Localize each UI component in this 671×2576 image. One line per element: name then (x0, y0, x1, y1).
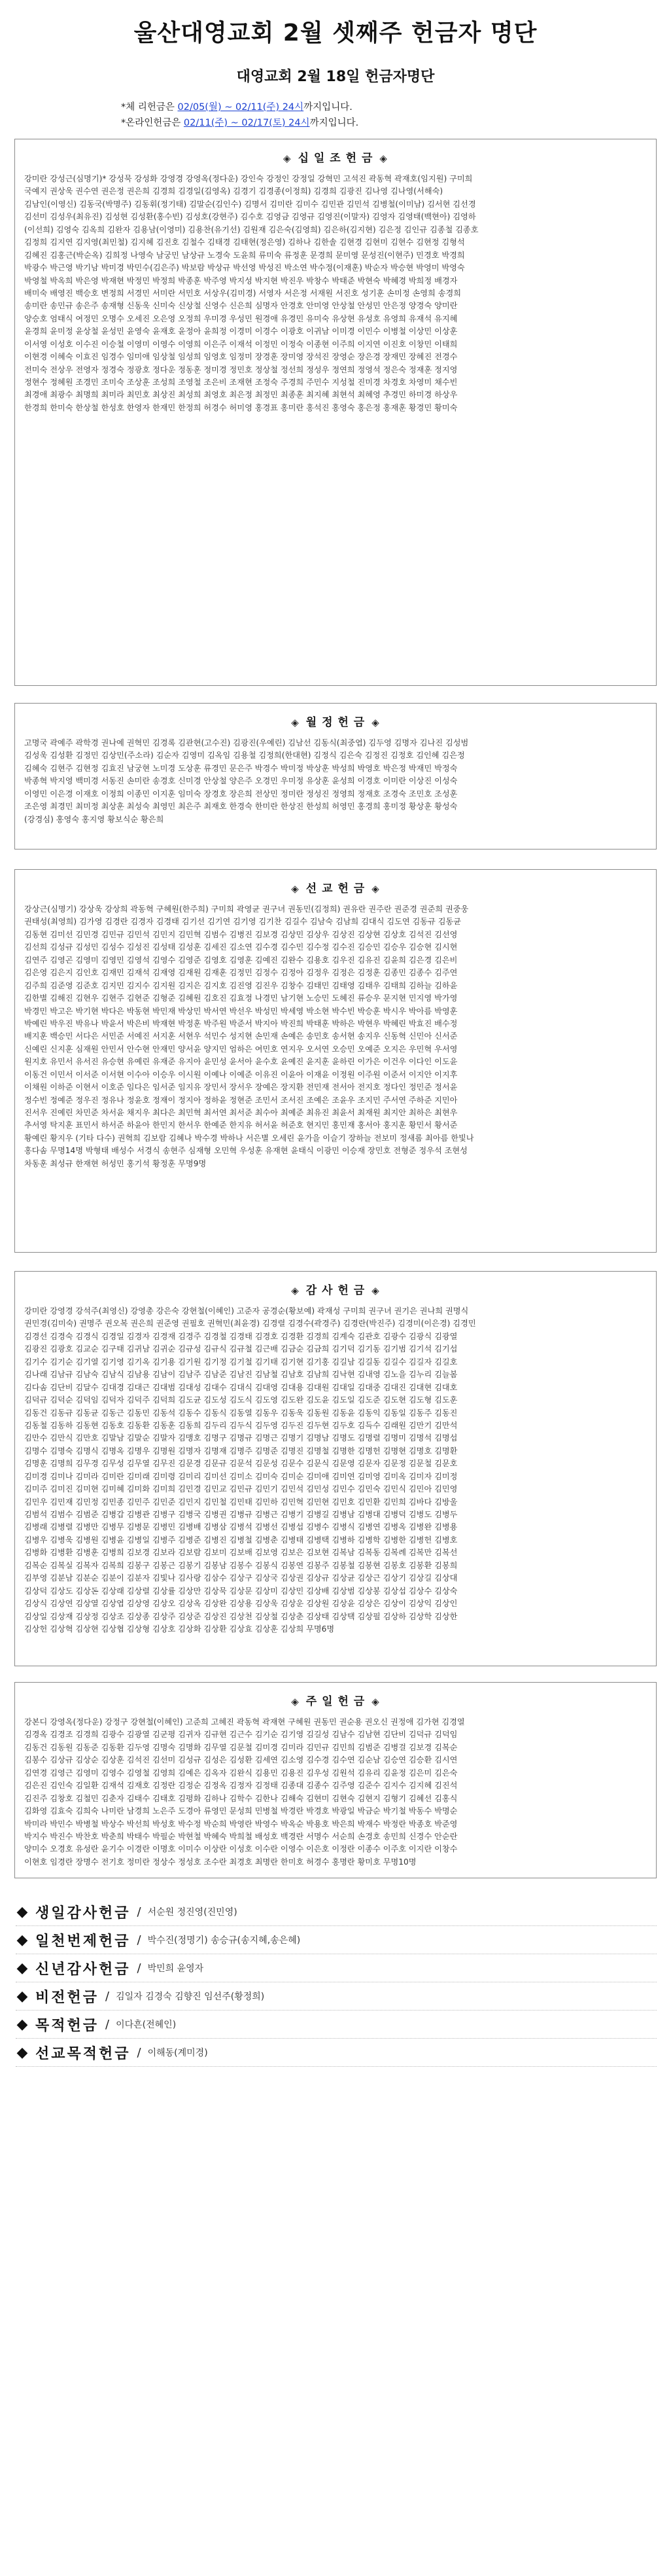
name-line: 고명국 곽예주 곽학경 권나예 권혁민 김경록 김관현(고수진) 김광진(우예린) 김남선 김동식(최중엽) 김두영 김명자 김나진 김성범 (24, 738, 469, 747)
name-list (15, 737, 656, 831)
diamond-bullet-icon: ◆ (16, 1903, 28, 1920)
diamond-icon: ◈ (291, 1696, 300, 1708)
name-line: 강본디 강영옥(정다운) 강정구 강현철(이혜인) 고준희 고혜진 곽동혁 곽재현 구혜원 권동민 권순용 권오신 권정애 김가현 김경열 (24, 1717, 465, 1726)
name-line: 강미란 강영경 강석주(최영신) 강영총 강은숙 강현철(이혜인) 고준자 공경순(황보예) 곽재성 구미희 권구녀 권기은 권나희 권명식 (24, 1306, 469, 1315)
diamond-icon: ◈ (371, 1696, 380, 1708)
name-line: 김동현 김미선 김민경 김민규 김민석 김민지 김민혁 김범수 김병진 김보경 김상민 김상우 김상진 김상현 김상호 김석진 김선영 (24, 929, 458, 939)
name-line: 이채원 이하준 이현서 이호준 임다은 임서준 임지유 장민서 장서우 장예은 장지환 전민재 전서아 전지호 정다인 정민준 정서윤 (24, 1082, 458, 1092)
name-line: 김병화 김병환 김병훈 김병희 김보경 김보라 김보람 김보미 김보배 김보영 김보은 김보현 김복남 김복동 김복례 김복만 김복선 (24, 1548, 458, 1558)
name-line: (이선희) 김영숙 김옥희 김완자 김용남(이영미) 김용찬(유기선) 김원재 김은숙(김영희) 김은하(김지현) 김은정 김인규 김종철 김종호 (24, 224, 479, 234)
diamond-icon: ◈ (371, 883, 380, 895)
name-line: 김봉수 김상규 김상순 김상훈 김석진 김선미 김성규 김성은 김성환 김세연 김소영 김수경 김수연 김순남 김승연 김승환 김시연 (24, 1755, 458, 1765)
name-line: 강상근(심명기) 강상욱 강상희 곽동혁 구혜원(한주희) 구미희 곽영균 권구녀 권동민(김정희) 권유란 권주란 권준경 권준희 권중웅 (24, 904, 469, 914)
name-line: 박예린 박우진 박유나 박윤서 박은비 박재현 박정훈 박주원 박준서 박지아 박진희 박태훈 박하은 박현우 박혜린 박효진 배수정 (24, 1018, 458, 1028)
name-line: 김미경 김미나 김미라 김미란 김미래 김미령 김미리 김미선 김미소 김미숙 김미순 김미애 김미연 김미영 김미옥 김미자 김미정 (24, 1471, 458, 1481)
name-line: 차동훈 최성규 한재현 허성민 홍기석 황정훈 무명9명 (24, 1158, 207, 1168)
section-tithe (14, 139, 657, 686)
name-line: 김상덕 김상도 김상돈 김상래 김상렬 김상률 김상만 김상묵 김상문 김상미 김상민 김상배 김상범 김상봉 김상섭 김상수 김상숙 (24, 1586, 458, 1596)
name-line: 최경애 최광수 최명희 최미라 최민호 최상진 최성희 최영호 최은정 최정민 최종훈 최지혜 최현석 최혜영 추경민 하미경 하상우 (24, 390, 458, 400)
section-mission (14, 869, 657, 1253)
name-line: 국예지 권상욱 권수연 권은정 권은희 김경희 김경일(김영옥) 김경기 김경종(이정희) 김경희 김광진 김나영 김나영(서해숙) (24, 187, 443, 196)
name-line: 박미라 박민수 박병철 박상수 박선희 박성호 박수정 박순희 박영란 박영수 박옥순 박용호 박은희 박재수 박정란 박종호 박준영 (24, 1819, 458, 1829)
name-line: 정수빈 정예준 정우진 정유나 정윤호 정재이 정지아 정하윤 정현준 조민서 조서진 조예은 조윤우 조지민 주서연 주하준 지민아 (24, 1095, 458, 1105)
name-line: (강경심) 홍영숙 홍지영 황보식순 황은희 (24, 814, 164, 824)
section-title: ◈ 주 일 헌 금 ◈ (291, 1695, 380, 1708)
name-line: 김덕규 김덕순 김덕임 김덕자 김덕주 김덕희 김도균 김도성 김도식 김도영 김도완 김도윤 김도일 김도준 김도현 김도형 김도훈 (24, 1395, 458, 1405)
date-range-link[interactable]: 02/11(주) ~ 02/17(토) 24시 (183, 118, 310, 128)
name-line: 김연주 김영곤 김영미 김영민 김영석 김영수 김영준 김영호 김영훈 김예진 김완수 김용호 김우진 김유진 김윤희 김은경 김은비 (24, 955, 458, 965)
name-line: 김상일 김상재 김상정 김상조 김상종 김상주 김상준 김상진 김상천 김상철 김상춘 김상태 김상택 김상필 김상하 김상학 김상한 (24, 1611, 458, 1621)
section-title: ◈ 선 교 헌 금 ◈ (291, 882, 380, 895)
diamond-icon: ◈ (379, 152, 388, 164)
name-line: 김상식 김상연 김상열 김상엽 김상영 김상오 김상옥 김상완 김상용 김상욱 김상운 김상원 김상윤 김상은 김상이 김상익 김상인 (24, 1599, 458, 1609)
name-list (15, 903, 656, 1175)
name-line: 김주희 김준영 김준호 김지민 김지수 김지원 김지은 김지호 김진영 김진우 김창수 김태민 김태영 김태우 김태희 김하늘 김하윤 (24, 980, 458, 990)
name-line: 송미란 송민규 송은주 송재형 신동욱 신미숙 신상철 신영수 신은희 심명자 안경호 안미영 안상철 안성민 안은정 양경숙 양미란 (24, 301, 458, 311)
name-line: 이동건 이민서 이서준 이서현 이수아 이승우 이시원 이예나 이예준 이유진 이윤아 이재윤 이정원 이주원 이준서 이지안 이지후 (24, 1069, 458, 1079)
name-line: 김경선 김경숙 김경식 김경일 김경자 김경재 김경주 김경철 김경태 김경호 김경환 김경희 김계숙 김관호 김광수 김광식 김광열 (24, 1331, 458, 1341)
name-line: 김미주 김미진 김미현 김미혜 김미화 김미희 김민경 김민교 김민규 김민기 김민석 김민성 김민수 김민숙 김민식 김민아 김민영 (24, 1484, 458, 1494)
name-line: 박지수 박진수 박찬호 박춘희 박태수 박필순 박현철 박혜숙 박희철 배성호 백경란 서명수 서순희 손경호 송민희 신경수 안순란 (24, 1831, 458, 1841)
offering-row: ◆ 일천번제헌금 / 박수진(정명기) 송승규(송지혜,송은혜) (16, 1926, 657, 1954)
name-line: 김만수 김만식 김만호 김말남 김말순 김말자 김맹호 김명구 김명규 김명근 김명기 김명남 김명도 김명렬 김명미 김명석 김명섭 (24, 1433, 458, 1443)
name-line: 이현호 임경란 장명수 전기호 정미란 정상수 정성호 조수란 최경호 최명란 한미호 허경수 홍명란 황미호 무명10명 (24, 1857, 417, 1867)
name-line: 신예린 신지훈 심재원 안민서 안수현 안재민 양서윤 양지민 엄하은 여민호 연지우 오서연 오승민 오예준 오지은 우민혁 우서영 (24, 1044, 458, 1054)
offering-row: ◆ 생일감사헌금 / 서순원 정진영(진민영) (16, 1898, 657, 1926)
name-line: 김연경 김영근 김영미 김영수 김영철 김영희 김예은 김옥자 김완식 김용민 김용진 김우성 김원석 김유리 김윤정 김은미 김은숙 (24, 1768, 458, 1778)
name-line: 박종혁 박지영 백미경 서동진 손미란 송경호 신미경 안상철 양은주 오경민 우미정 유상훈 윤성희 이경호 이미란 이상진 이성숙 (24, 776, 458, 786)
name-list (15, 173, 656, 420)
diamond-bullet-icon: ◆ (16, 2016, 28, 2033)
name-line: 김나래 김남규 김남숙 김남식 김남용 김남이 김남주 김남준 김남진 김남철 김남호 김남희 김낙현 김내영 김노을 김누리 김늘봄 (24, 1370, 458, 1380)
diamond-bullet-icon: ◆ (16, 1959, 28, 1977)
name-line: 김동철 김동하 김동현 김동호 김동환 김동훈 김동희 김두리 김두식 김두영 김두진 김두현 김두호 김득수 김래원 김만기 김만석 (24, 1420, 458, 1430)
name-line: 김기수 김기순 김기열 김기영 김기옥 김기용 김기원 김기정 김기철 김기태 김기현 김기홍 김길남 김길동 김길수 김길자 김길호 (24, 1357, 458, 1367)
offering-row: ◆ 비전헌금 / 김일자 김경숙 김향진 임선주(황정희) (16, 1982, 657, 2011)
section-title: ◈ 십 일 조 헌 금 ◈ (283, 152, 388, 165)
page-subtitle: 대영교회 2월 18일 헌금자명단 (236, 69, 435, 85)
name-line: 이영민 이은경 이재호 이정희 이종민 이지훈 임미숙 장경호 장은희 전상민 정미란 정성진 정영희 정재호 조경숙 조민호 조성훈 (24, 789, 458, 798)
name-line: 김은영 김은지 김인호 김재민 김재석 김재영 김재원 김재훈 김정민 김정수 김정아 김정우 김정은 김정훈 김종민 김종수 김주연 (24, 968, 458, 978)
name-line: 배지훈 백승민 서다은 서민준 서예진 서지훈 서현우 석민수 성지현 손민재 손예은 송민호 송서현 송지우 신동혁 신민아 신서준 (24, 1031, 458, 1041)
name-line: 김광진 김광호 김교순 김구태 김귀남 김귀순 김규성 김규식 김규철 김근배 김금순 김금희 김기덕 김기동 김기범 김기석 김기섭 (24, 1344, 458, 1354)
name-list (15, 1716, 656, 1874)
name-line: 전미숙 전상우 전영자 정경숙 정광호 정다운 정동훈 정미경 정민호 정상철 정선희 정성우 정연희 정영석 정은숙 정재훈 정지영 (24, 365, 458, 374)
section-monthly (14, 703, 657, 850)
name-line: 박광수 박근영 박기남 박미경 박민수(김은주) 박보람 박상규 박선영 박성진 박소연 박수정(이재훈) 박순자 박승현 박영미 박영숙 (24, 263, 465, 273)
name-list (15, 1305, 656, 1641)
section-title: ◈ 감 사 헌 금 ◈ (291, 1284, 380, 1297)
name-line: 김선미 김성우(최유진) 김성현 김성환(홍수빈) 김성호(강현주) 김수호 김영금 김영규 김영진(이말자) 김영자 김영태(백현아) 김영하 (24, 212, 476, 222)
offering-row: ◆ 선교목적헌금 / 이해동(계미경) (16, 2039, 657, 2067)
name-line: 김병우 김병욱 김병원 김병윤 김병일 김병주 김병준 김병진 김병철 김병춘 김병태 김병택 김병하 김병학 김병한 김병헌 김병호 (24, 1535, 458, 1545)
diamond-bullet-icon: ◆ (16, 1988, 28, 2005)
name-line: 김한별 김해진 김현우 김현주 김현준 김형준 김혜원 김호진 김효정 나경민 남기현 노승민 도혜진 류승우 문지현 민지영 박가영 (24, 993, 458, 1003)
name-line: 배미숙 배영진 백승호 변정희 서경민 서미란 서민호 서상우(김미경) 서영자 서은정 서재원 서진호 성기훈 손미정 손영희 송경희 (24, 288, 462, 298)
name-line: 김민우 김민재 김민정 김민종 김민주 김민준 김민지 김민철 김민태 김민하 김민혁 김민현 김민호 김민환 김민희 김바다 김방울 (24, 1497, 458, 1507)
diamond-icon: ◈ (291, 717, 300, 728)
name-line: 김부영 김분남 김분순 김분이 김분자 김빛나 김사랑 김삼수 김상구 김상국 김상권 김상규 김상균 김상근 김상기 김상길 김상대 (24, 1573, 458, 1583)
diamond-icon: ◈ (283, 152, 292, 164)
name-line: 이현경 이혜숙 이효진 임경수 임미애 임상철 임성희 임영호 임정미 장경훈 장미영 장석진 장영순 장은경 장재민 장혜진 전경수 (24, 352, 458, 362)
section-title: ◈ 월 정 헌 금 ◈ (291, 716, 380, 729)
name-line: 김상헌 김상혁 김상현 김상협 김상형 김상호 김상화 김상환 김상효 김상훈 김상희 무명6명 (24, 1624, 335, 1634)
name-line: 김정희 김지연 김지영(최민철) 김지혜 김진호 김철수 김태경 김태현(정은영) 김하나 김한솔 김현경 김현미 김현수 김현정 김형석 (24, 238, 465, 247)
name-line: 한경희 한미숙 한상철 한성호 한영자 한재민 한정희 허경수 허미영 홍경표 홍미란 홍석진 홍영숙 홍은정 홍재훈 황경민 황미숙 (24, 402, 458, 412)
name-line: 김화영 김효숙 김희숙 나미란 남경희 노은주 도경아 류영민 문성희 민병철 박경란 박경호 박광일 박금순 박기철 박동수 박명순 (24, 1806, 458, 1816)
notice-physical-offering: *체 리헌금은 02/05(월) ~ 02/11(주) 24시까지입니다. (121, 102, 353, 113)
name-line: 정현수 정혜원 조경민 조미숙 조상훈 조성희 조영철 조은비 조재현 조정숙 주경희 주민수 지성철 진미경 차경호 차영미 채수빈 (24, 378, 458, 387)
name-line: 홍다솜 무명14명 박형태 배성수 서경식 송현주 심재형 오민혁 우성훈 유재현 윤태식 이광민 이승재 장민호 전형준 정우석 조현성 (24, 1146, 468, 1156)
name-line: 윤경희 윤미정 윤상철 윤성민 윤영숙 윤재호 윤정아 윤희정 이경미 이경수 이광호 이귀남 이미경 이민수 이병철 이상민 이상훈 (24, 327, 458, 336)
name-line: 박경민 박고은 박기현 박다은 박동현 박민재 박상민 박서연 박선우 박성민 박세영 박소현 박수빈 박승훈 박시우 박아름 박영훈 (24, 1006, 458, 1016)
page-title: 울산대영교회 2월 셋째주 헌금자 명단 (133, 20, 538, 46)
name-line: 김복순 김복실 김복자 김복희 김봉구 김봉근 김봉기 김봉남 김봉수 김봉식 김봉연 김봉주 김봉철 김봉현 김봉호 김봉환 김봉희 (24, 1560, 458, 1570)
name-line: 김동건 김동규 김동균 김동근 김동민 김동석 김동수 김동식 김동열 김동우 김동욱 김동원 김동윤 김동익 김동일 김동주 김동진 (24, 1408, 458, 1418)
notice-online-offering: *온라인헌금은 02/11(주) ~ 02/17(토) 24시까지입니다. (121, 118, 359, 128)
name-line: 김경옥 김경조 김경희 김광수 김광열 김군평 김귀자 김규현 김근수 김기순 김기영 김길성 김남수 김남현 김단비 김덕규 김덕임 (24, 1730, 458, 1740)
name-line: 이서영 이성호 이수진 이승철 이영미 이영수 이영희 이은주 이재석 이정민 이정숙 이종현 이주희 이지연 이진호 이창민 이태희 (24, 339, 458, 349)
name-line: 김명수 김명숙 김명식 김명옥 김명우 김명원 김명자 김명재 김명주 김명준 김명진 김명철 김명한 김명헌 김명현 김명호 김명환 (24, 1446, 458, 1456)
name-line: 김다솜 김단비 김달수 김대경 김대근 김대범 김대성 김대수 김대식 김대영 김대용 김대원 김대일 김대중 김대진 김대현 김대호 (24, 1382, 458, 1392)
diamond-bullet-icon: ◆ (16, 2044, 28, 2061)
name-line: 김범석 김범수 김범준 김병갑 김병관 김병구 김병국 김병권 김병규 김병근 김병기 김병길 김병남 김병대 김병덕 김병도 김병두 (24, 1510, 458, 1519)
diamond-bullet-icon: ◆ (16, 1931, 28, 1948)
name-line: 김선희 김성규 김성민 김성수 김성진 김성태 김성훈 김세진 김소연 김수경 김수민 김수정 김수진 김승민 김승우 김승현 김시현 (24, 942, 458, 952)
section-thanks (14, 1271, 657, 1666)
diamond-icon: ◈ (291, 883, 300, 895)
offering-row: ◆ 신년감사헌금 / 박민희 윤영자 (16, 1954, 657, 1982)
name-line: 진서우 진예린 차민준 차서윤 채지우 최다은 최민혁 최서연 최서준 최수아 최예준 최유진 최윤서 최재원 최지안 최하은 최현우 (24, 1108, 458, 1117)
name-line: 추서영 탁지훈 표민서 하서준 하윤아 한민지 한서우 한예준 한지유 허서윤 허준호 현지민 홍민재 홍서아 홍지훈 황민서 황서준 (24, 1120, 458, 1130)
name-line: 김진주 김창호 김철민 김춘자 김태수 김태호 김평화 김하나 김학수 김한나 김해숙 김현미 김현숙 김현지 김형기 김혜선 김홍식 (24, 1793, 458, 1803)
name-line: 권민경(김미숙) 권명주 권오복 권은희 권준영 권필호 권혁민(최윤경) 김경렬 김경수(곽경주) 김경란(박진주) 김경미(이은경) 김경민 (24, 1319, 476, 1329)
name-line: 양승호 엄태식 여정민 오명수 오세진 오은영 오정희 우미경 우성민 원경애 유경민 유미숙 유상현 유성호 유영희 유재석 유지혜 (24, 313, 458, 323)
name-line: 김병래 김병렬 김병만 김병무 김병문 김병민 김병배 김병삼 김병석 김병선 김병섭 김병수 김병식 김병연 김병옥 김병완 김병용 (24, 1522, 458, 1532)
name-line: 김동건 김동원 김동준 김동환 김두영 김명숙 김명화 김무열 김문철 김미경 김미라 김민규 김민희 김범준 김병걸 김보경 김복순 (24, 1742, 458, 1752)
name-line: 박영철 박옥희 박은영 박재현 박정민 박정희 박종훈 박주영 박지성 박지현 박진우 박창수 박태준 박현숙 박혜경 박희정 배경자 (24, 276, 458, 285)
name-line: 김은진 김인숙 김일환 김재석 김재호 김정란 김정순 김정옥 김정자 김정태 김종대 김종수 김주영 김준수 김지수 김지혜 김진석 (24, 1781, 458, 1791)
name-line: 권태성(최영희) 김가영 김경란 김경자 김경태 김기선 김기연 김기영 김기찬 김길수 김남숙 김남희 김대식 김도연 김동규 김동균 (24, 917, 462, 927)
name-line: 황예린 황지우 (기타 다수) 권혁희 김보람 김혜나 박수경 박하나 서은별 오세린 윤가을 이슬기 장하늘 전보미 정새롬 최아름 한빛나 (24, 1133, 474, 1143)
diamond-icon: ◈ (371, 717, 380, 728)
section-sunday (14, 1682, 657, 1878)
special-offerings-list (16, 1898, 657, 2067)
name-line: 김성욱 김성환 김정민 김상민(주소라) 김순자 김영미 김옥임 김용철 김정희(한대현) 김정식 김은숙 김정진 김정호 김인혜 김은정 (24, 751, 465, 760)
name-line: 원지호 유민서 유서진 유승현 유예린 유재준 유지아 윤민성 윤서아 윤수호 윤예진 윤지훈 윤하린 이가은 이건우 이다인 이도윤 (24, 1057, 458, 1067)
name-line: 조은영 최경민 최미정 최상훈 최성숙 최영민 최은주 최재호 한경숙 한미란 한상진 한성희 허영민 홍경희 홍미정 황상훈 황성숙 (24, 802, 458, 812)
diamond-icon: ◈ (291, 1285, 300, 1297)
name-line: 김혜진 김홍근(박순옥) 김희정 나영숙 남궁민 남상규 노경숙 도윤희 류미숙 류정훈 문경희 문미영 문성진(이현주) 민경호 박경희 (24, 250, 465, 260)
date-range-link[interactable]: 02/05(월) ~ 02/11(주) 24시 (177, 102, 304, 113)
name-line: 김명훈 김명희 김무경 김무성 김무열 김무진 김문경 김문규 김문석 김문성 김문수 김문식 김문영 김문자 김문정 김문철 김문호 (24, 1459, 458, 1469)
name-line: 양미수 오경호 유성란 윤기수 이경란 이명호 이미수 이상란 이성호 이수란 이영수 이은호 이정란 이종수 이주호 이지란 이창수 (24, 1844, 458, 1854)
name-line: 강미란 강성근(심명기)* 강성묵 강성화 강영경 강영옥(정다운) 강인숙 강정인 강정일 강혁민 고석진 곽동혁 곽재호(임지원) 구미희 (24, 174, 473, 183)
offering-row: ◆ 목적헌금 / 이다흔(전혜인) (16, 2011, 657, 2039)
diamond-icon: ◈ (371, 1285, 380, 1297)
name-line: 김혜숙 김현주 김현정 김효진 남궁현 노미경 도상훈 류경민 문은주 박경수 박미정 박상훈 박성희 박영호 박은정 박재민 박정숙 (24, 763, 458, 773)
name-line: 김남인(이영신) 김동국(박명주) 김동휘(정기태) 김말순(김인수) 김명서 김미란 김미수 김민관 김민석 김병철(이미남) 김서현 김선경 (24, 199, 476, 209)
